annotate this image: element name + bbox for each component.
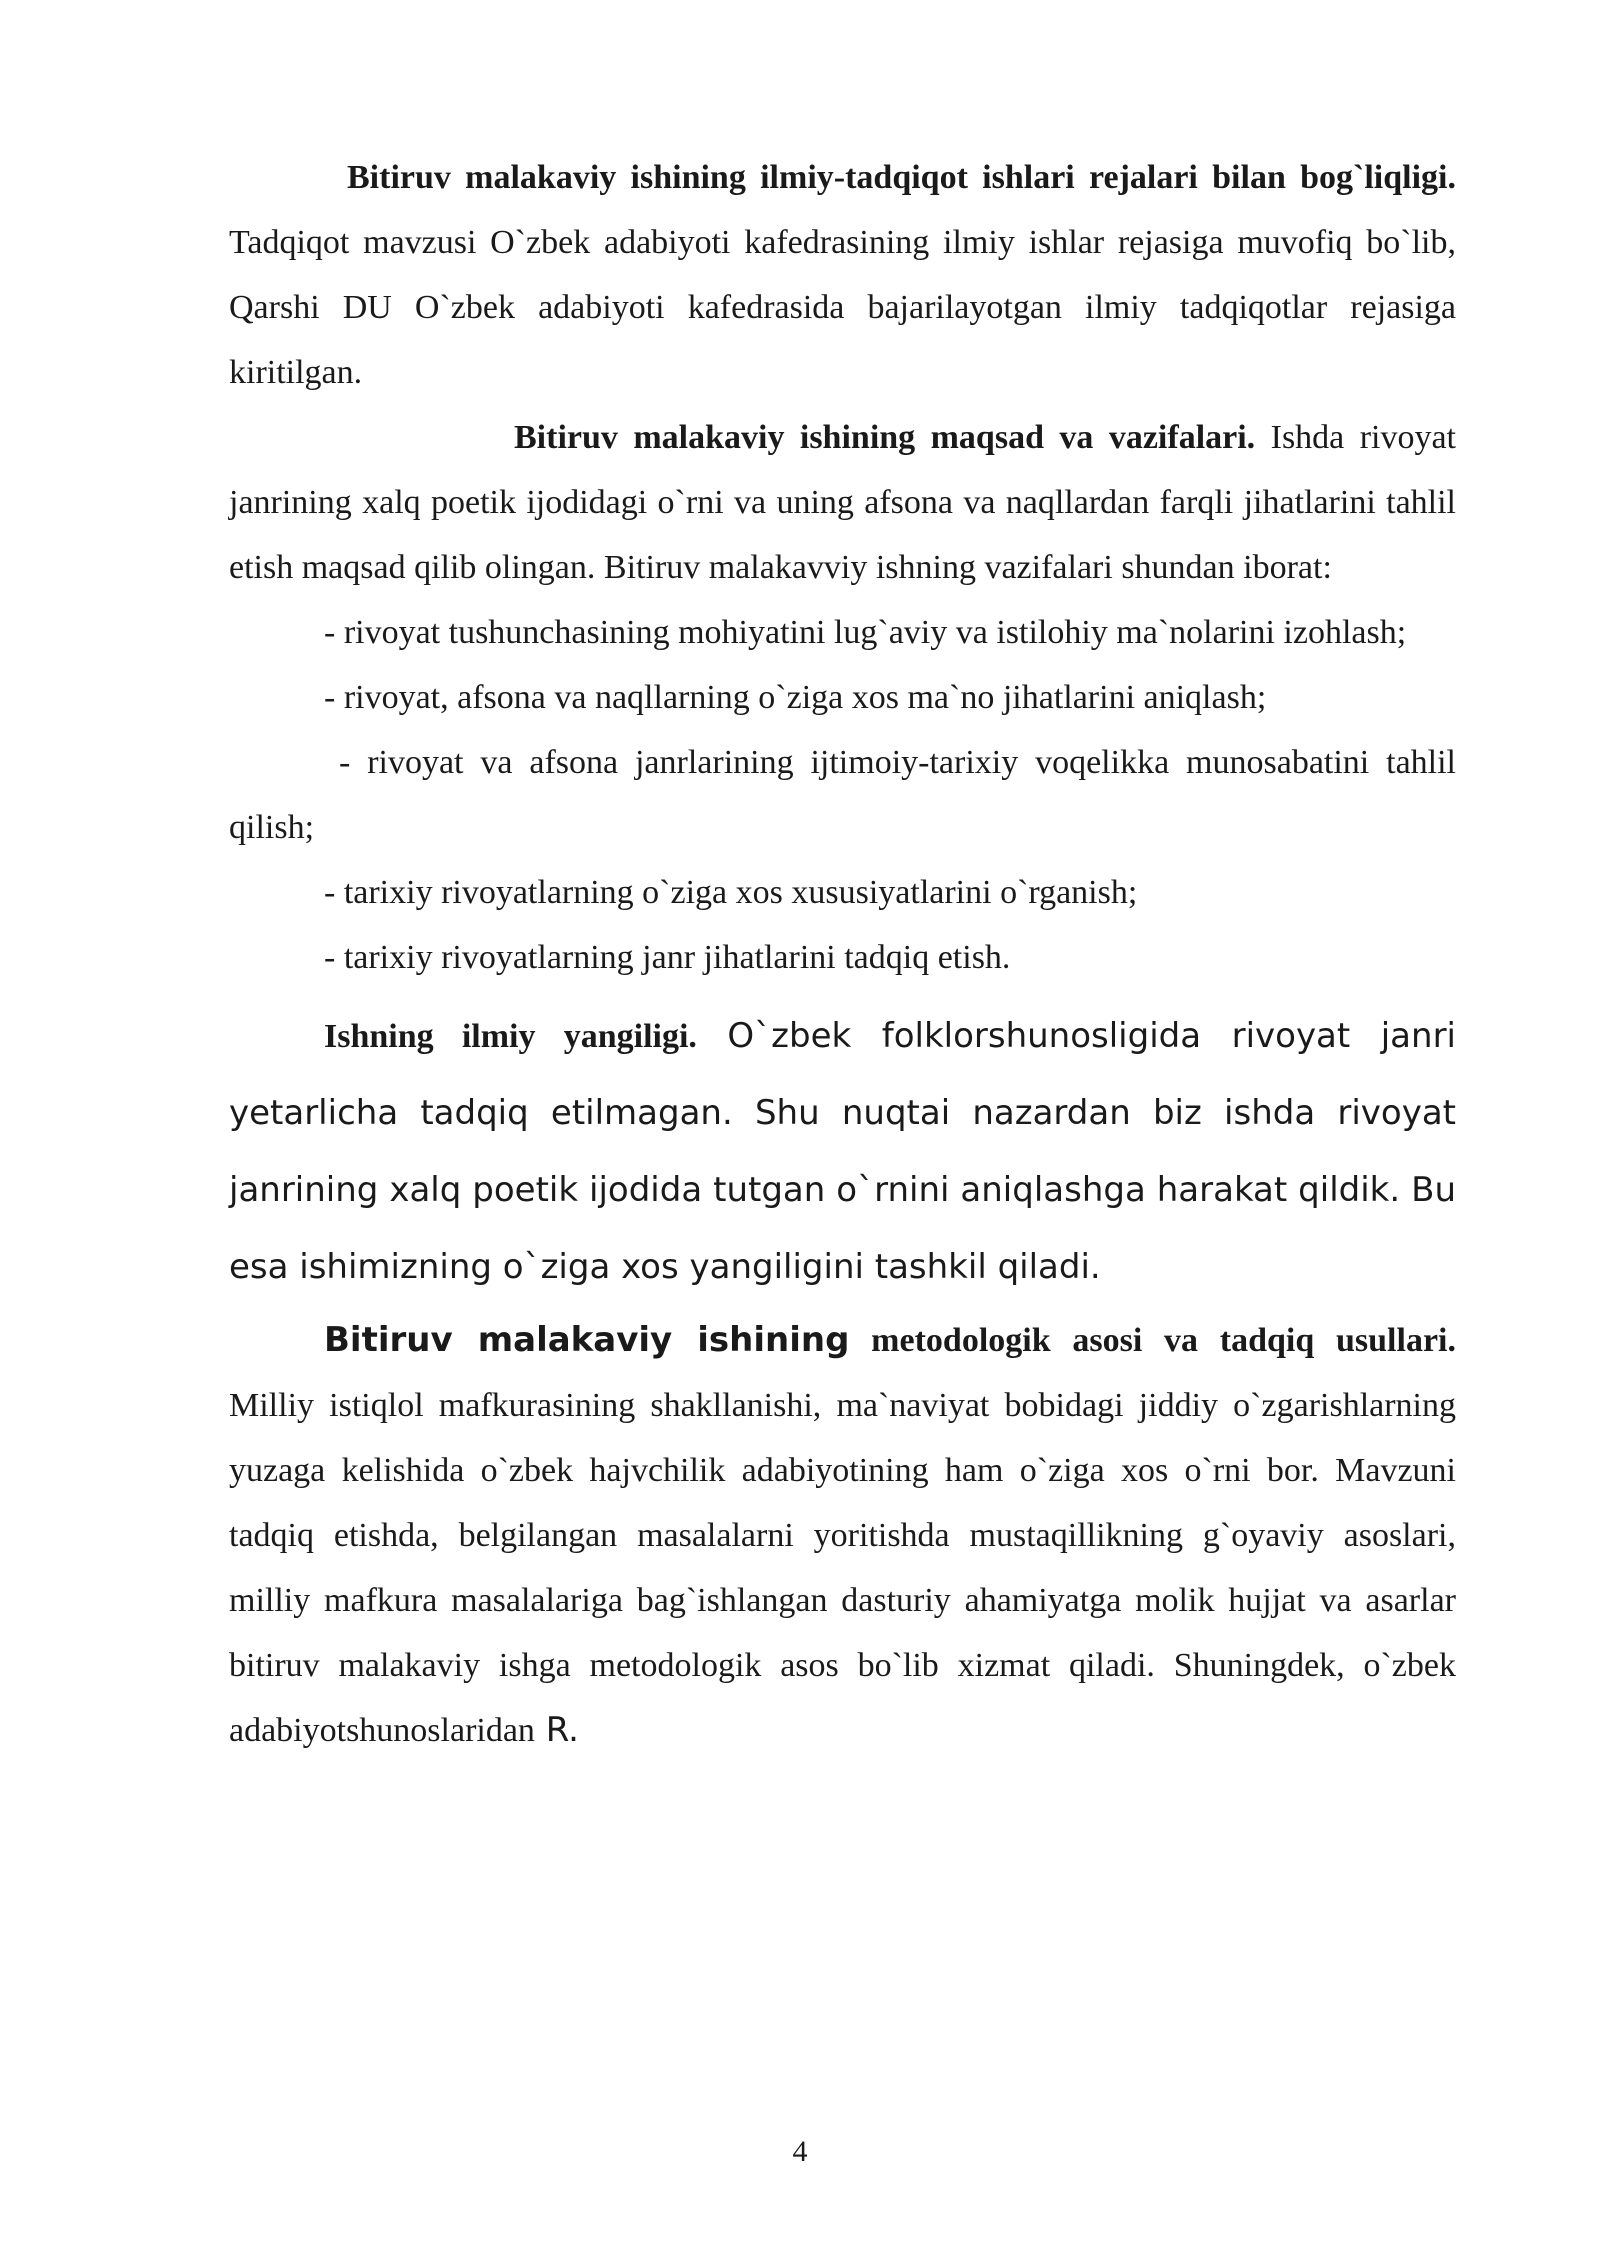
text-goals: Ishda rivoyat janrining xalq poetik ijodidagi o`rni va uning afsona va naqllardan farqli jihatlarini tahlil etish maqsad qilib olingan. Bitiruv malakavviy ishning vazifalari shundan iborat: [229,419,1456,586]
list-item: - rivoyat tushunchasining mohiyatini lug`aviy va istilohiy ma`nolarini izohlash; [324,614,1407,651]
list-item: - tarixiy rivoyatlarning o`ziga xos xususiyatlarini o`rganish; [324,874,1138,911]
text-methodology: Milliy istiqlol mafkurasining shakllanishi, ma`naviyat bobidagi jiddiy o`zgarishlarning yuzaga kelishida o`zbek hajvchilik adabiyotining ham o`ziga xos o`rni bor. Mavzuni tadqiq etishda, belgilangan masalalarni yoritishda mustaqillikning g`oyaviy asoslari, milliy mafkura masalalariga bag`ishlangan dasturiy ahamiyatga molik hujjat va asarlar bitiruv malakaviy ishga metodologik asos bo`lib xizmat qiladi. Shuningdek, o`zbek adabiyotshunoslaridan [229,1387,1456,1749]
heading-methodology-part2: metodologik asosi va tadqiq usullari. [849,1322,1456,1359]
paragraph-research-link [229,145,1456,405]
text-research-link: Tadqiqot mavzusi O`zbek adabiyoti kafedrasining ilmiy ishlar rejasiga muvofiq bo`lib, Qarshi DU O`zbek adabiyoti kafedrasida bajarilayotgan ilmiy tadqiqotlar rejasiga kiritilgan. [229,224,1456,391]
page-number: 4 [792,2135,808,2168]
heading-research-link: Bitiruv malakaviy ishining ilmiy-tadqiqot ishlari rejalari bilan bog`liqligi. [347,159,1456,196]
heading-goals: Bitiruv malakaviy ishining maqsad va vazifalari. [514,419,1256,456]
page-body [229,145,1456,1763]
paragraph-goals [229,405,1456,600]
list-item: - rivoyat va afsona janrlarining ijtimoiy-tarixiy voqelikka munosabatini tahlil qilish; [229,744,1456,846]
heading-methodology-part1: Bitiruv malakaviy ishining [324,1320,850,1360]
paragraph-novelty [229,998,1456,1306]
list-item: - tarixiy rivoyatlarning janr jihatlarini tadqiq etish. [324,939,1011,976]
paragraph-methodology [229,1308,1456,1763]
text-methodology-trailing: R. [534,1710,579,1750]
list-item: - rivoyat, afsona va naqllarning o`ziga xos ma`no jihatlarini aniqlash; [324,679,1267,716]
text-novelty: O`zbek folklorshunosligida rivoyat janri yetarlicha tadqiq etilmagan. Shu nuqtai nazardan biz ishda rivoyat janrining xalq poetik ijodida tutgan o`rnini aniqlashga harakat qildik. Bu esa ishimizning o`ziga xos yangiligini tashkil qiladi. [229,1016,1456,1287]
heading-novelty: Ishning ilmiy yangiligi. [324,1018,697,1055]
